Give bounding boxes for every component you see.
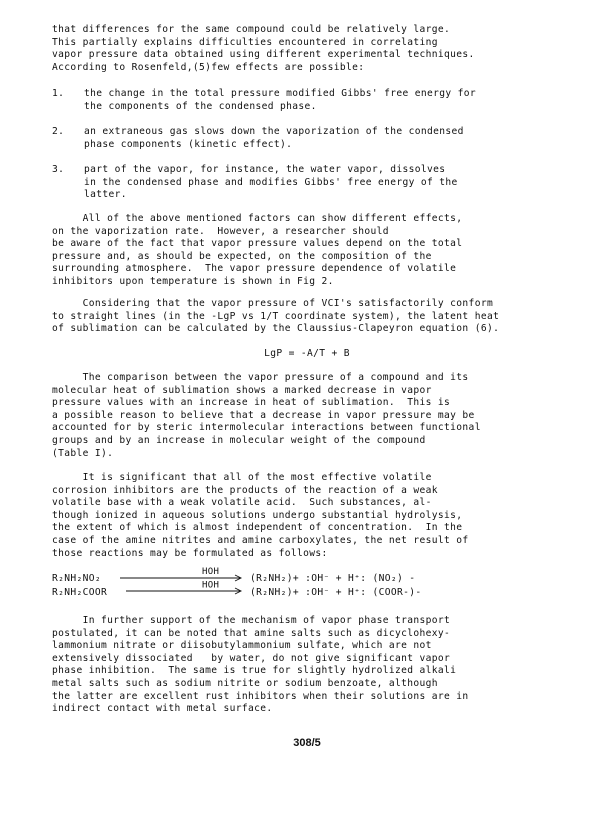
- significant-paragraph: It is significant that all of the most effective volatile corrosion inhibitors are the products of the reaction of a weak volatile base with a weak volatile acid. Such substances, al- though ionized in aqueous solutions undergo substantial hydrolysis, the extent of which is almost independent of concentration. In the case of the amine nitrites and amine carboxylates, the net result of those reactions may be formulated as follows:: [52, 472, 469, 559]
- vci-paragraph: Considering that the vapor pressure of VCI's satisfactorily conform to straight lines (in the -LgP vs 1/T coordinate system), the latent heat of sublimation can be calculated by the Claussius-Clapeyron equation (6).: [52, 298, 500, 335]
- intro-paragraph: that differences for the same compound could be relatively large. This partially explains difficulties encountered in correlating vapor pressure data obtained using different experimental techniques. According to Rosenfeld,(5)few effects are possible:: [52, 24, 475, 73]
- comparison-paragraph: The comparison between the vapor pressure of a compound and its molecular heat of sublimation shows a marked decrease in vapor pressure values with an increase in heat of sublimation. This is a possible reason to believe that a decrease in vapor pressure may be accounted for by steric intermolecular interactions between functional groups and by an increase in molecular weight of the compound (Table I).: [52, 372, 481, 459]
- factors-paragraph: All of the above mentioned factors can show different effects, on the vaporization rate. However, a researcher should be aware of the fact that vapor pressure values depend on the total pressure and, as should be expected, on the composition of the surrounding atmosphere. The vapor pressure dependence of volatile inhibitors upon temperature is shown in Fig 2.: [52, 213, 463, 287]
- list-number: 1.: [52, 88, 65, 99]
- list-text: part of the vapor, for instance, the water vapor, dissolves in the condensed phase and modifies Gibbs' free energy of the latter.: [84, 164, 458, 201]
- reaction-2-left: R₂NH₂COOR: [52, 587, 108, 598]
- page-number: 308/5: [293, 737, 321, 749]
- reaction-svg: [52, 566, 572, 600]
- list-text: the change in the total pressure modified Gibbs' free energy for the components of the condensed phase.: [84, 88, 477, 112]
- clausius-equation: LgP = -A/T + B: [264, 348, 350, 359]
- list-number: 2.: [52, 126, 65, 137]
- reaction-1-left: R₂NH₂NO₂: [52, 573, 102, 584]
- further-paragraph: In further support of the mechanism of vapor phase transport postulated, it can be noted that amine salts such as dicyclohexy- lammonium nitrate or diisobutylammonium sulfate, which are not extensively dissociated by water, do not give significant vapor phase inhibition. The same is true for slightly hydrolized alkali metal salts such as sodium nitrite or sodium benzoate, although the latter are excellent rust inhibitors when their solutions are in indirect contact with metal surface.: [52, 615, 469, 715]
- reaction-2-arrow-label: HOH: [202, 580, 220, 591]
- list-number: 3.: [52, 164, 65, 175]
- list-text: an extraneous gas slows down the vaporization of the condensed phase components (kinetic effect).: [84, 126, 464, 150]
- reaction-1-arrow-label: HOH: [202, 567, 220, 577]
- reaction-1-right: (R₂NH₂)+ :OH⁻ + H⁺: (NO₂) -: [250, 573, 416, 584]
- reaction-2-right: (R₂NH₂)+ :OH⁻ + H⁺: (COOR-)-: [250, 587, 422, 598]
- reaction-equations: [52, 566, 572, 600]
